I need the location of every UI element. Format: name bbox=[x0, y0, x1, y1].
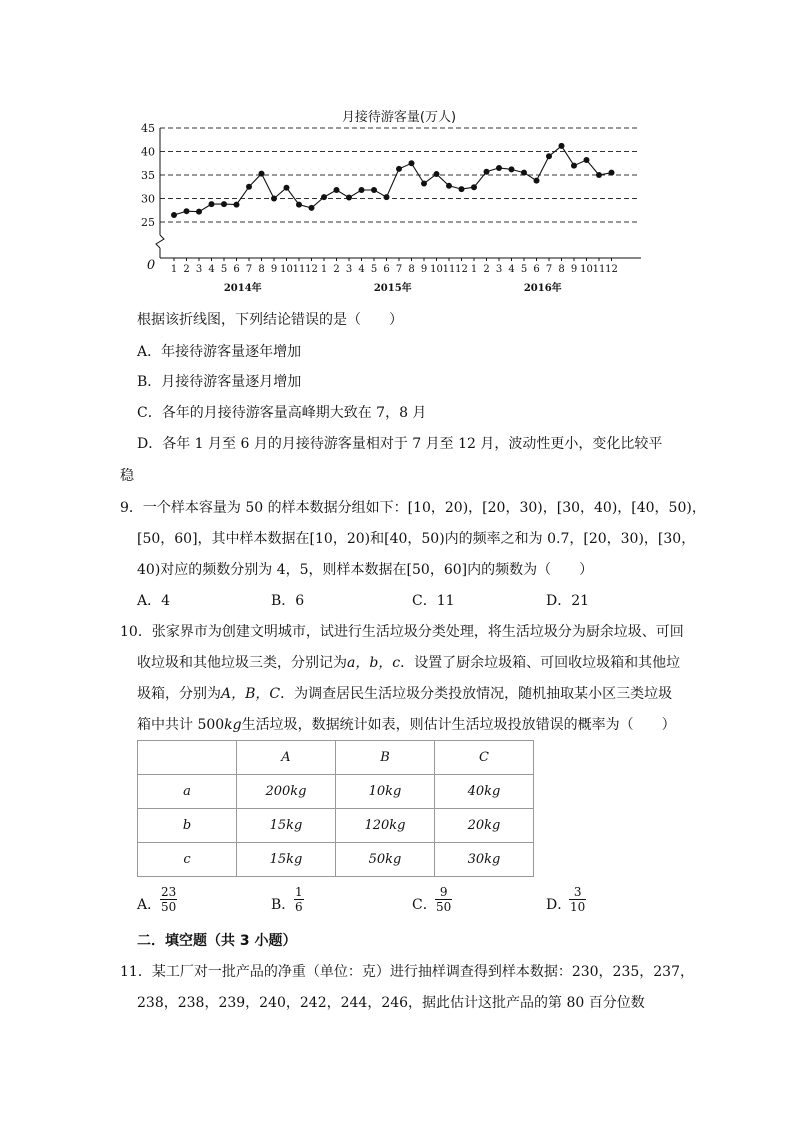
data-point bbox=[184, 208, 190, 214]
x-tick-label: 7 bbox=[245, 264, 253, 275]
x-tick-label: 5 bbox=[370, 264, 378, 275]
q9-option-d: D．21 bbox=[546, 593, 590, 609]
year-label: 2014年 bbox=[223, 283, 262, 294]
x-tick-label: 10 bbox=[430, 264, 443, 275]
x-tick-label: 8 bbox=[258, 264, 265, 275]
table-header-cell: C bbox=[435, 741, 534, 775]
x-tick-label: 8 bbox=[408, 264, 415, 275]
year-labels bbox=[224, 281, 562, 294]
x-tick-label: 12 bbox=[305, 264, 318, 275]
data-point bbox=[296, 202, 302, 208]
origin-label: 0 bbox=[146, 258, 156, 273]
q9-line-3: 40)对应的频数分别为 4，5，则样本数据在[50，60]内的频数为（ ） bbox=[137, 562, 594, 578]
x-tick-label: 11 bbox=[442, 264, 456, 275]
data-point bbox=[459, 186, 465, 192]
x-tick-label: 10 bbox=[280, 264, 293, 275]
q9-line-1: 9．一个样本容量为 50 的样本数据分组如下：[10，20)，[20，30)，[30，40)，[40，50)， bbox=[120, 500, 706, 516]
axis-break bbox=[156, 235, 164, 248]
data-point bbox=[446, 183, 452, 189]
data-point bbox=[434, 171, 440, 177]
fraction-numerator: 9 bbox=[435, 885, 452, 900]
data-point bbox=[259, 171, 265, 177]
y-tick-label: 45 bbox=[141, 122, 155, 135]
data-point bbox=[209, 201, 215, 207]
q8-option-d-cont: 稳 bbox=[120, 468, 134, 484]
q10-line-2a: 收垃圾和其他垃圾三类，分别记为 bbox=[137, 655, 347, 671]
q9-option-c: C．11 bbox=[412, 593, 455, 609]
q10-line-4 bbox=[137, 715, 676, 735]
x-tick-label: 9 bbox=[420, 264, 428, 275]
x-tick-label: 6 bbox=[383, 264, 390, 275]
q10-option-c-fraction bbox=[435, 885, 452, 914]
data-point bbox=[334, 187, 340, 193]
x-tick-label: 1 bbox=[320, 264, 328, 275]
q10-vars-abc: a，b，c bbox=[347, 655, 401, 671]
y-tick-label: 25 bbox=[141, 216, 155, 229]
data-point bbox=[234, 202, 240, 208]
q10-vars-ABC: A，B，C bbox=[221, 686, 281, 702]
x-tick-label: 4 bbox=[508, 264, 515, 275]
q10-option-a-fraction bbox=[160, 885, 177, 914]
x-axis bbox=[171, 258, 618, 275]
data-point bbox=[384, 194, 390, 200]
q10-line-3a: 圾箱，分别为 bbox=[137, 686, 221, 702]
data-point bbox=[534, 178, 540, 184]
fraction-denominator: 10 bbox=[570, 900, 586, 914]
table-cell: 40kg bbox=[435, 775, 534, 809]
fraction-numerator: 3 bbox=[569, 885, 586, 900]
fraction-denominator: 50 bbox=[161, 900, 177, 914]
fraction-denominator: 50 bbox=[436, 900, 452, 914]
x-tick-label: 11 bbox=[592, 264, 606, 275]
q10-option-c-letter: C． bbox=[412, 897, 437, 913]
table-header-cell bbox=[138, 741, 237, 775]
data-point bbox=[396, 166, 402, 172]
q10-line-3b: ．为调查居民生活垃圾分类投放情况，随机抽取某小区三类垃圾 bbox=[280, 686, 673, 702]
x-tick-label: 11 bbox=[292, 264, 306, 275]
y-tick-label: 35 bbox=[141, 169, 155, 182]
data-point bbox=[584, 157, 590, 163]
data-point bbox=[171, 212, 177, 218]
table-cell: a bbox=[138, 775, 237, 809]
data-point bbox=[221, 201, 227, 207]
table-cell: 200kg bbox=[237, 775, 336, 809]
y-axis bbox=[141, 122, 155, 229]
q10-line-4b: 生活垃圾，数据统计如表，则估计生活垃圾投放错误的概率为（ ） bbox=[241, 717, 676, 733]
table-header-cell: B bbox=[336, 741, 435, 775]
x-tick-label: 10 bbox=[580, 264, 593, 275]
q9-option-a: A．4 bbox=[137, 593, 171, 609]
table-cell: b bbox=[138, 809, 237, 843]
fraction-numerator: 23 bbox=[161, 885, 177, 899]
data-point bbox=[409, 160, 415, 166]
data-point bbox=[321, 194, 327, 200]
table-row bbox=[138, 775, 534, 809]
q10-option-b-letter: B． bbox=[271, 897, 296, 913]
series-polyline bbox=[174, 146, 612, 215]
q8-option-d: D．各年 1 月至 6 月的月接待游客量相对于 7 月至 12 月，波动性更小，变化比较平 bbox=[137, 436, 663, 452]
fraction-denominator: 6 bbox=[295, 900, 303, 914]
data-point bbox=[521, 170, 527, 176]
x-tick-label: 2 bbox=[183, 264, 190, 275]
x-tick-label: 5 bbox=[220, 264, 228, 275]
table-row bbox=[138, 843, 534, 877]
axes bbox=[156, 128, 641, 258]
q11-line-2: 238，238，239，240，242，244，246，据此估计这批产品的第 80 百分位数 bbox=[137, 995, 645, 1011]
q10-line-1: 10．张家界市为创建文明城市，试进行生活垃圾分类处理，将生活垃圾分为厨余垃圾、可回 bbox=[120, 624, 684, 640]
q8-option-a: A．年接待游客量逐年增加 bbox=[137, 344, 302, 360]
table-header-cell: A bbox=[237, 741, 336, 775]
x-tick-label: 12 bbox=[605, 264, 618, 275]
y-tick-label: 40 bbox=[141, 145, 155, 159]
x-tick-label: 3 bbox=[195, 264, 203, 275]
series-line bbox=[171, 143, 615, 218]
data-point bbox=[546, 153, 552, 159]
data-point bbox=[496, 165, 502, 171]
x-tick-label: 8 bbox=[558, 264, 565, 275]
section-heading: 二．填空题（共 3 小题） bbox=[137, 933, 297, 949]
q9-line-2: [50，60]，其中样本数据在[10，20)和[40，50)内的频率之和为 0.7，[20，30)，[30， bbox=[137, 531, 696, 547]
waste-table bbox=[137, 740, 534, 877]
y-tick-label: 30 bbox=[141, 192, 155, 206]
x-tick-label: 9 bbox=[270, 264, 278, 275]
data-point bbox=[309, 205, 315, 211]
data-point bbox=[559, 143, 565, 149]
x-tick-label: 7 bbox=[395, 264, 403, 275]
data-point bbox=[596, 172, 602, 178]
data-point bbox=[471, 184, 477, 190]
data-point bbox=[284, 185, 290, 191]
q10-line-2b: ．设置了厨余垃圾箱、可回收垃圾箱和其他垃 bbox=[400, 655, 681, 671]
table-cell: 30kg bbox=[435, 843, 534, 877]
data-point bbox=[359, 187, 365, 193]
data-point bbox=[609, 170, 615, 176]
table-cell: 50kg bbox=[336, 843, 435, 877]
data-point bbox=[371, 187, 377, 193]
x-tick-label: 3 bbox=[495, 264, 503, 275]
q8-option-c: C．各年的月接待游客量高峰期大致在 7，8 月 bbox=[137, 405, 427, 421]
q10-line-3 bbox=[137, 684, 672, 704]
chart-title: 月接待游客量(万人) bbox=[341, 110, 457, 125]
x-tick-label: 2 bbox=[333, 264, 340, 275]
q10-line-2 bbox=[137, 653, 680, 673]
q10-option-d-letter: D． bbox=[546, 897, 572, 913]
x-tick-label: 1 bbox=[170, 264, 178, 275]
x-tick-label: 4 bbox=[358, 264, 365, 275]
table-cell: 15kg bbox=[237, 843, 336, 877]
x-tick-label: 9 bbox=[570, 264, 578, 275]
table-cell: 20kg bbox=[435, 809, 534, 843]
q11-line-1: 11．某工厂对一批产品的净重（单位：克）进行抽样调查得到样本数据：230，235，237， bbox=[120, 964, 694, 980]
data-point bbox=[196, 209, 202, 215]
x-tick-label: 2 bbox=[483, 264, 490, 275]
table-cell: 15kg bbox=[237, 809, 336, 843]
x-tick-label: 1 bbox=[470, 264, 478, 275]
x-tick-label: 6 bbox=[533, 264, 540, 275]
year-label: 2015年 bbox=[373, 283, 412, 294]
data-point bbox=[509, 166, 515, 172]
data-point bbox=[571, 163, 577, 169]
table-cell: c bbox=[138, 843, 237, 877]
x-tick-label: 4 bbox=[208, 264, 215, 275]
table-cell: 10kg bbox=[336, 775, 435, 809]
x-tick-label: 5 bbox=[520, 264, 528, 275]
q10-option-b-fraction bbox=[294, 885, 304, 914]
q9-option-b: B．6 bbox=[271, 593, 305, 609]
x-tick-label: 6 bbox=[233, 264, 240, 275]
table-row bbox=[138, 809, 534, 843]
q10-option-d-fraction bbox=[569, 885, 586, 914]
table-header-row bbox=[138, 741, 534, 775]
q10-unit-kg: kg bbox=[224, 717, 242, 733]
data-point bbox=[484, 169, 490, 175]
line-chart bbox=[120, 100, 660, 300]
data-point bbox=[346, 195, 352, 201]
chart-grid bbox=[160, 128, 639, 222]
data-point bbox=[421, 180, 427, 186]
fraction-numerator: 1 bbox=[295, 885, 303, 899]
year-label: 2016年 bbox=[523, 283, 562, 294]
table-cell: 120kg bbox=[336, 809, 435, 843]
q10-line-4a: 箱中共计 500 bbox=[137, 717, 225, 733]
x-tick-label: 3 bbox=[345, 264, 353, 275]
data-point bbox=[246, 184, 252, 190]
x-tick-label: 12 bbox=[455, 264, 468, 275]
q10-option-a-letter: A． bbox=[137, 897, 162, 913]
data-point bbox=[271, 196, 277, 202]
q8-stem: 根据该折线图，下列结论错误的是（ ） bbox=[137, 312, 403, 328]
q8-option-b: B．月接待游客量逐月增加 bbox=[137, 374, 302, 390]
x-tick-label: 7 bbox=[545, 264, 553, 275]
